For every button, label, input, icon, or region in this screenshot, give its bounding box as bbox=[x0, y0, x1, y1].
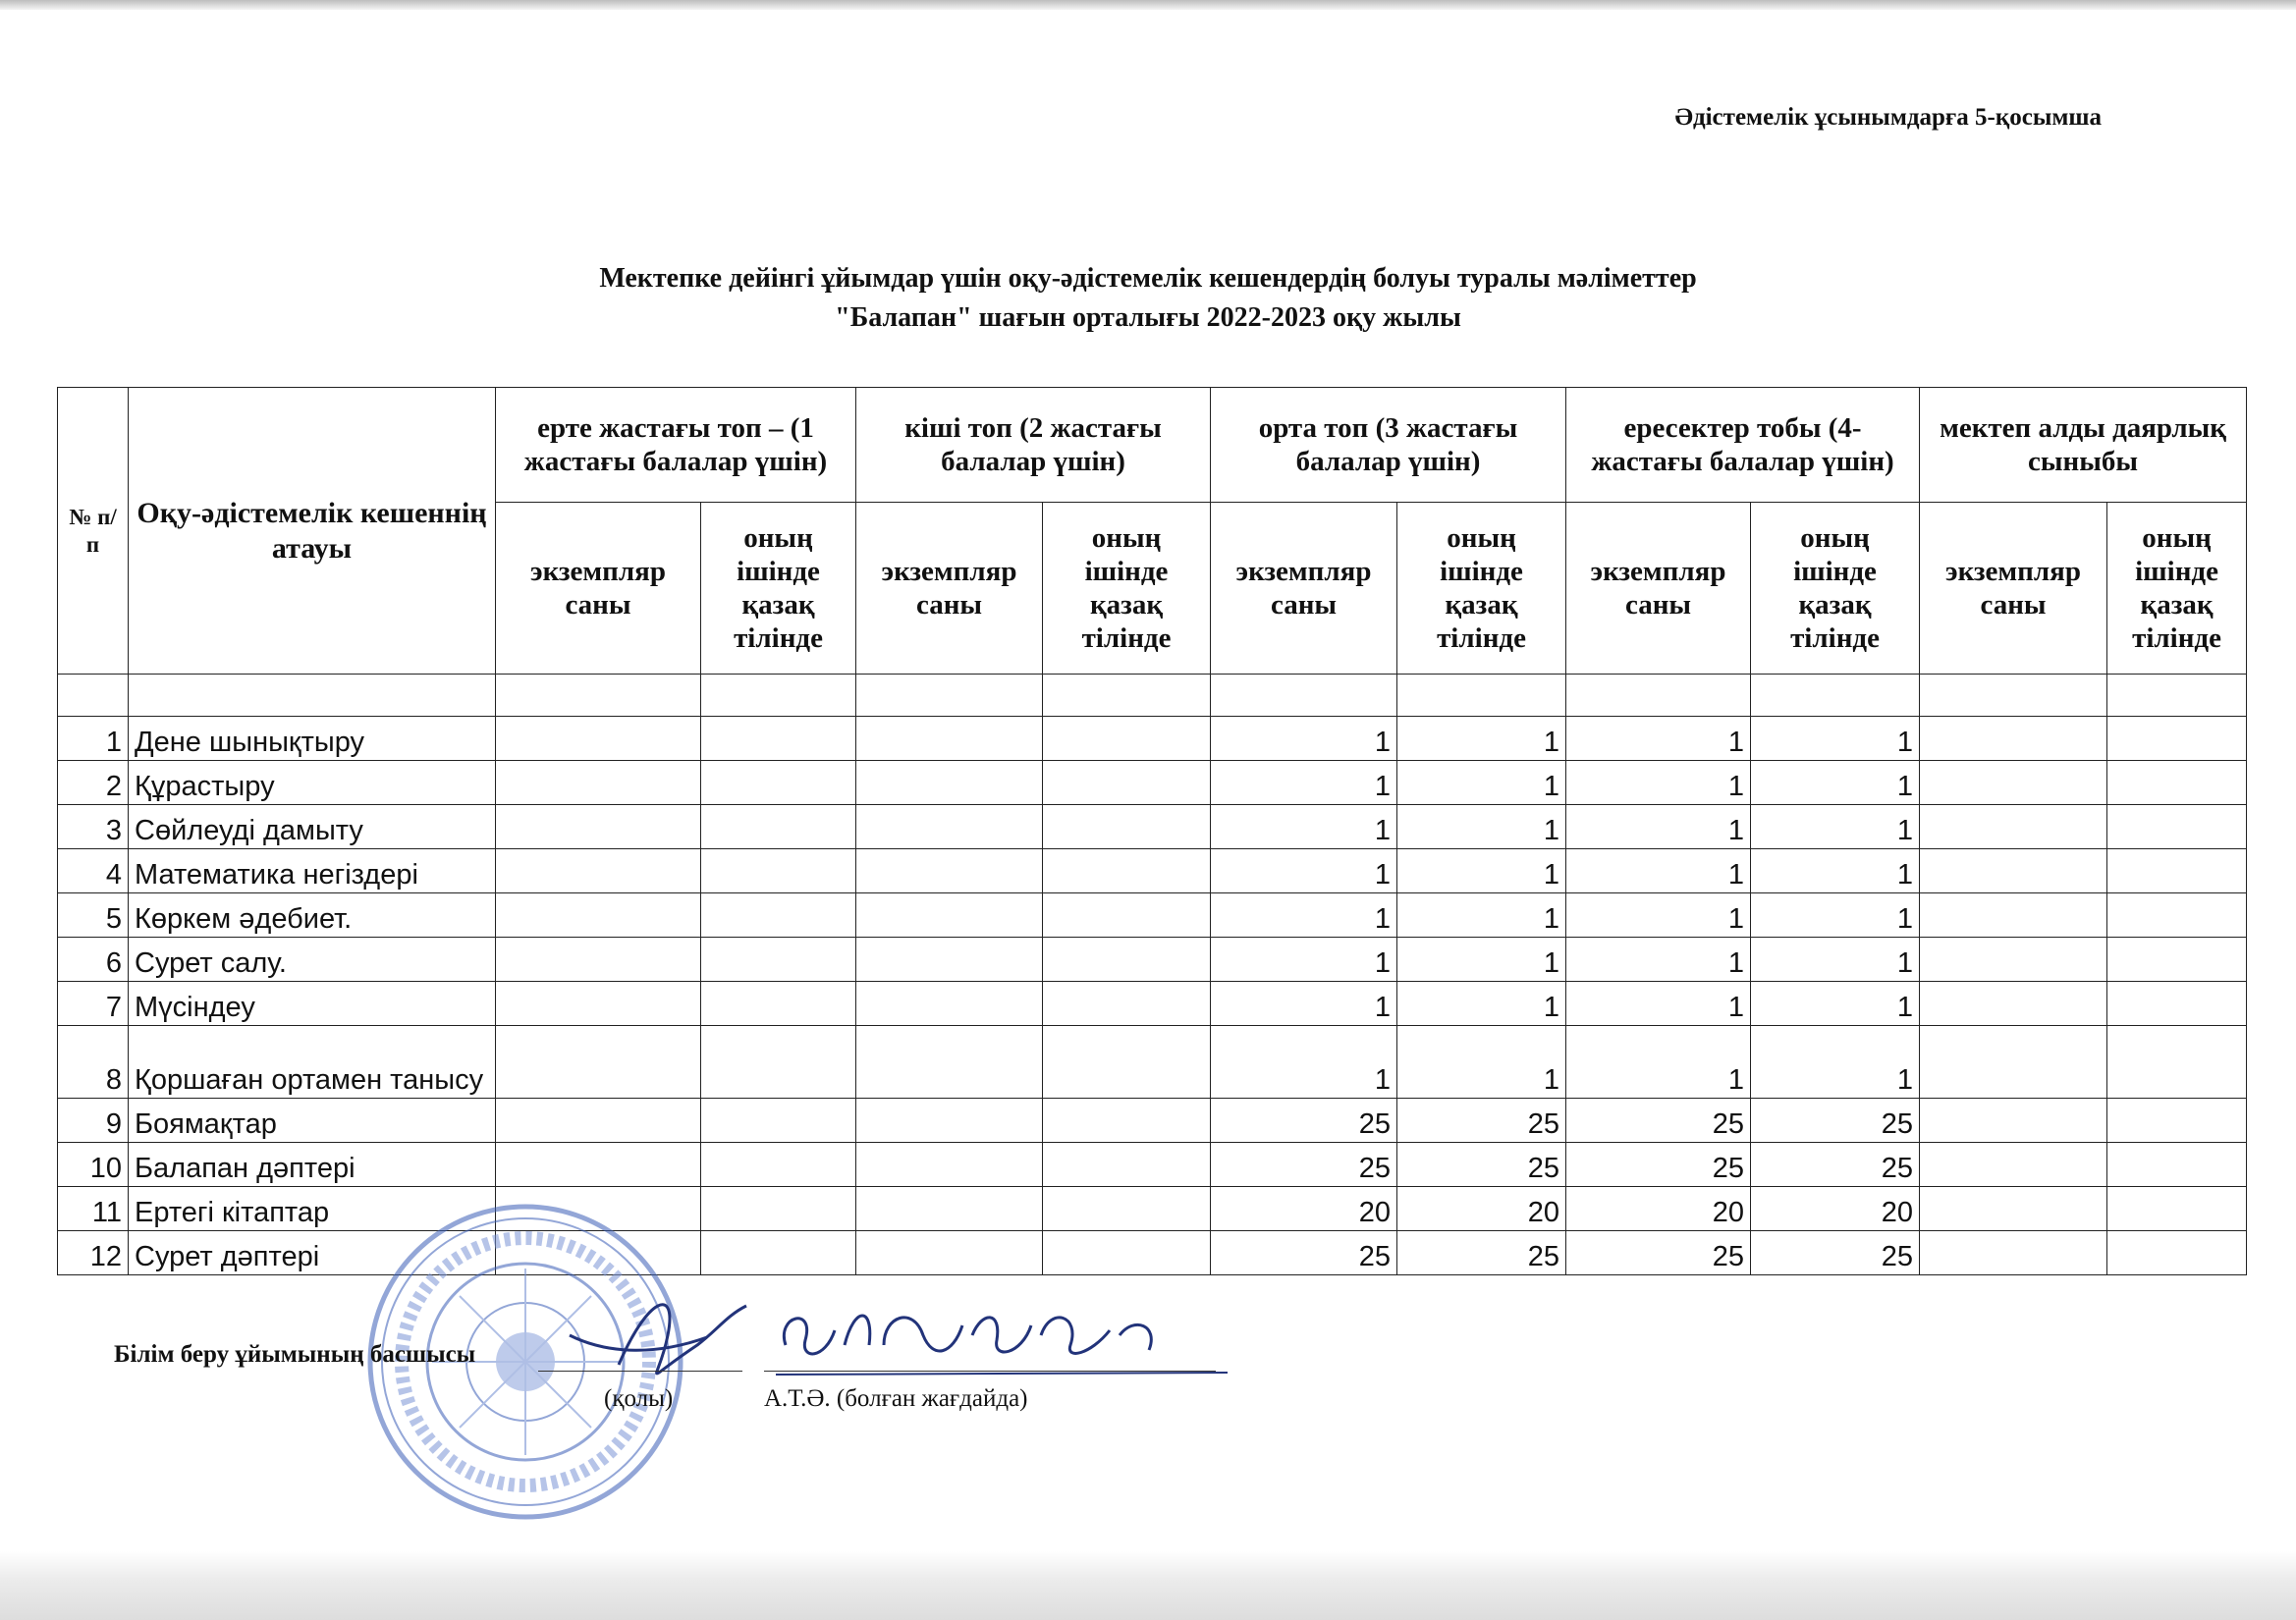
col-header-number: № п/п bbox=[58, 388, 129, 675]
kazakh-count-cell bbox=[1043, 1099, 1211, 1143]
kazakh-count-cell: 1 bbox=[1751, 805, 1920, 849]
group-header-preschool: мектеп алды даярлық сыныбы bbox=[1920, 388, 2247, 503]
table-row bbox=[58, 938, 2247, 982]
table-row bbox=[58, 805, 2247, 849]
kazakh-count-cell bbox=[2107, 1143, 2247, 1187]
complex-name-cell: Көркем әдебиет. bbox=[129, 893, 496, 938]
copies-count-cell bbox=[856, 1187, 1043, 1231]
copies-count-cell bbox=[856, 982, 1043, 1026]
copies-count-cell bbox=[496, 893, 701, 938]
copies-count-cell: 1 bbox=[1566, 893, 1751, 938]
copies-count-cell bbox=[856, 805, 1043, 849]
kazakh-count-cell: 20 bbox=[1751, 1187, 1920, 1231]
sub-header-kazakh: оның ішінде қазақ тілінде bbox=[1751, 503, 1920, 675]
scan-edge-top bbox=[0, 0, 2296, 10]
copies-count-cell: 1 bbox=[1566, 805, 1751, 849]
title-line-2: "Балапан" шағын орталығы 2022-2023 оқу жылы bbox=[835, 302, 1461, 333]
kazakh-count-cell bbox=[1043, 761, 1211, 805]
copies-count-cell bbox=[1920, 982, 2107, 1026]
kazakh-count-cell: 1 bbox=[1397, 717, 1566, 761]
row-number-cell: 9 bbox=[58, 1099, 129, 1143]
copies-count-cell: 25 bbox=[1566, 1099, 1751, 1143]
kazakh-count-cell bbox=[2107, 761, 2247, 805]
copies-count-cell: 25 bbox=[1566, 1143, 1751, 1187]
kazakh-count-cell bbox=[1043, 982, 1211, 1026]
row-number-cell: 3 bbox=[58, 805, 129, 849]
copies-count-cell bbox=[1920, 938, 2107, 982]
copies-count-cell bbox=[856, 893, 1043, 938]
sub-header-kazakh: оның ішінде қазақ тілінде bbox=[2107, 503, 2247, 675]
copies-count-cell bbox=[496, 849, 701, 893]
row-number-cell: 7 bbox=[58, 982, 129, 1026]
complex-name-cell: Дене шынықтыру bbox=[129, 717, 496, 761]
copies-count-cell bbox=[496, 1099, 701, 1143]
copies-count-cell bbox=[1920, 1231, 2107, 1275]
kazakh-count-cell bbox=[701, 761, 856, 805]
kazakh-count-cell bbox=[1043, 1143, 1211, 1187]
kazakh-count-cell bbox=[1043, 1187, 1211, 1231]
copies-count-cell bbox=[1920, 849, 2107, 893]
kazakh-count-cell bbox=[2107, 1187, 2247, 1231]
col-header-name: Оқу-әдістемелік кешеннің атауы bbox=[129, 388, 496, 675]
kazakh-count-cell: 1 bbox=[1397, 938, 1566, 982]
kazakh-count-cell bbox=[701, 1187, 856, 1231]
sub-header-copies: экземпляр саны bbox=[496, 503, 701, 675]
copies-count-cell bbox=[496, 938, 701, 982]
kazakh-count-cell bbox=[2107, 1231, 2247, 1275]
kazakh-count-cell bbox=[2107, 805, 2247, 849]
sub-header-kazakh: оның ішінде қазақ тілінде bbox=[701, 503, 856, 675]
copies-count-cell: 1 bbox=[1211, 849, 1397, 893]
copies-count-cell bbox=[856, 1026, 1043, 1099]
kazakh-count-cell bbox=[701, 1231, 856, 1275]
kazakh-count-cell bbox=[1043, 893, 1211, 938]
copies-count-cell: 1 bbox=[1211, 761, 1397, 805]
copies-count-cell: 1 bbox=[1211, 717, 1397, 761]
group-header-middle: орта топ (3 жастағы балалар үшін) bbox=[1211, 388, 1566, 503]
copies-count-cell: 1 bbox=[1211, 982, 1397, 1026]
signature-caption: (қолы) bbox=[604, 1385, 674, 1412]
kazakh-count-cell: 1 bbox=[1751, 849, 1920, 893]
head-of-organization-label: Білім беру ұйымының басшысы bbox=[114, 1341, 476, 1368]
table-row bbox=[58, 849, 2247, 893]
methodical-complex-table bbox=[57, 387, 2247, 1275]
row-number-cell: 11 bbox=[58, 1187, 129, 1231]
copies-count-cell bbox=[496, 805, 701, 849]
row-number-cell: 2 bbox=[58, 761, 129, 805]
copies-count-cell bbox=[1920, 805, 2107, 849]
name-line bbox=[764, 1371, 1216, 1372]
sub-header-kazakh: оның ішінде қазақ тілінде bbox=[1397, 503, 1566, 675]
kazakh-count-cell bbox=[2107, 1099, 2247, 1143]
kazakh-count-cell bbox=[701, 717, 856, 761]
table-row bbox=[58, 1099, 2247, 1143]
copies-count-cell: 1 bbox=[1566, 938, 1751, 982]
document-title bbox=[0, 259, 2296, 338]
row-number-cell: 10 bbox=[58, 1143, 129, 1187]
copies-count-cell bbox=[856, 761, 1043, 805]
table-row bbox=[58, 717, 2247, 761]
kazakh-count-cell: 1 bbox=[1751, 982, 1920, 1026]
copies-count-cell bbox=[856, 1231, 1043, 1275]
kazakh-count-cell: 1 bbox=[1751, 717, 1920, 761]
kazakh-count-cell bbox=[2107, 1026, 2247, 1099]
kazakh-count-cell bbox=[701, 893, 856, 938]
copies-count-cell: 1 bbox=[1566, 761, 1751, 805]
row-number-cell: 4 bbox=[58, 849, 129, 893]
sub-header-copies: экземпляр саны bbox=[1566, 503, 1751, 675]
complex-name-cell: Математика негіздері bbox=[129, 849, 496, 893]
kazakh-count-cell bbox=[701, 849, 856, 893]
kazakh-count-cell: 1 bbox=[1751, 938, 1920, 982]
kazakh-count-cell: 1 bbox=[1397, 893, 1566, 938]
row-number-cell: 5 bbox=[58, 893, 129, 938]
appendix-note: Әдістемелік ұсынымдарға 5-қосымша bbox=[1674, 104, 2102, 131]
kazakh-count-cell: 1 bbox=[1397, 1026, 1566, 1099]
kazakh-count-cell: 1 bbox=[1751, 761, 1920, 805]
sub-header-copies: экземпляр саны bbox=[856, 503, 1043, 675]
copies-count-cell bbox=[1920, 1026, 2107, 1099]
table-row bbox=[58, 1026, 2247, 1099]
title-line-1: Мектепке дейінгі ұйымдар үшін оқу-әдістемелік кешендердің болуы туралы мәліметтер bbox=[599, 263, 1697, 294]
copies-count-cell: 1 bbox=[1211, 893, 1397, 938]
complex-name-cell: Құрастыру bbox=[129, 761, 496, 805]
copies-count-cell: 25 bbox=[1211, 1143, 1397, 1187]
kazakh-count-cell: 1 bbox=[1397, 849, 1566, 893]
kazakh-count-cell: 25 bbox=[1397, 1099, 1566, 1143]
table-row-blank bbox=[58, 675, 2247, 717]
copies-count-cell: 1 bbox=[1566, 1026, 1751, 1099]
header-row-groups bbox=[58, 388, 2247, 503]
copies-count-cell bbox=[496, 982, 701, 1026]
signature-line bbox=[538, 1371, 742, 1372]
row-number-cell: 12 bbox=[58, 1231, 129, 1275]
kazakh-count-cell bbox=[1043, 805, 1211, 849]
table-row bbox=[58, 982, 2247, 1026]
complex-name-cell: Мүсіндеу bbox=[129, 982, 496, 1026]
kazakh-count-cell bbox=[701, 805, 856, 849]
kazakh-count-cell bbox=[2107, 982, 2247, 1026]
kazakh-count-cell bbox=[2107, 938, 2247, 982]
complex-name-cell: Балапан дәптері bbox=[129, 1143, 496, 1187]
kazakh-count-cell: 25 bbox=[1751, 1099, 1920, 1143]
complex-name-cell: Боямақтар bbox=[129, 1099, 496, 1143]
kazakh-count-cell: 25 bbox=[1751, 1231, 1920, 1275]
complex-name-cell: Ертегі кітаптар bbox=[129, 1187, 496, 1231]
kazakh-count-cell bbox=[2107, 849, 2247, 893]
sub-header-kazakh: оның ішінде қазақ тілінде bbox=[1043, 503, 1211, 675]
copies-count-cell: 1 bbox=[1211, 805, 1397, 849]
kazakh-count-cell: 1 bbox=[1397, 805, 1566, 849]
complex-name-cell: Қоршаған ортамен танысу bbox=[129, 1026, 496, 1099]
kazakh-count-cell: 1 bbox=[1397, 982, 1566, 1026]
copies-count-cell bbox=[856, 938, 1043, 982]
kazakh-count-cell: 1 bbox=[1751, 1026, 1920, 1099]
kazakh-count-cell bbox=[1043, 938, 1211, 982]
group-header-senior: ересектер тобы (4-жастағы балалар үшін) bbox=[1566, 388, 1920, 503]
copies-count-cell bbox=[856, 849, 1043, 893]
kazakh-count-cell bbox=[2107, 893, 2247, 938]
copies-count-cell: 1 bbox=[1211, 1026, 1397, 1099]
group-header-early: ерте жастағы топ – (1 жастағы балалар үшін) bbox=[496, 388, 856, 503]
table-row bbox=[58, 1143, 2247, 1187]
kazakh-count-cell: 25 bbox=[1751, 1143, 1920, 1187]
kazakh-count-cell bbox=[1043, 1026, 1211, 1099]
copies-count-cell bbox=[1920, 1099, 2107, 1143]
complex-name-cell: Сурет дәптері bbox=[129, 1231, 496, 1275]
table-row bbox=[58, 893, 2247, 938]
kazakh-count-cell bbox=[701, 1099, 856, 1143]
group-header-junior: кіші топ (2 жастағы балалар үшін) bbox=[856, 388, 1211, 503]
sub-header-copies: экземпляр саны bbox=[1920, 503, 2107, 675]
table-row bbox=[58, 761, 2247, 805]
sub-header-copies: экземпляр саны bbox=[1211, 503, 1397, 675]
kazakh-count-cell bbox=[1043, 717, 1211, 761]
copies-count-cell: 1 bbox=[1566, 982, 1751, 1026]
copies-count-cell bbox=[856, 1099, 1043, 1143]
scan-edge-bottom bbox=[0, 1551, 2296, 1620]
kazakh-count-cell: 1 bbox=[1751, 893, 1920, 938]
kazakh-count-cell: 25 bbox=[1397, 1143, 1566, 1187]
handwritten-signature bbox=[550, 1276, 1237, 1394]
kazakh-count-cell bbox=[2107, 717, 2247, 761]
copies-count-cell: 25 bbox=[1211, 1231, 1397, 1275]
row-number-cell: 6 bbox=[58, 938, 129, 982]
table-body bbox=[58, 675, 2247, 1275]
copies-count-cell: 25 bbox=[1211, 1099, 1397, 1143]
kazakh-count-cell: 20 bbox=[1397, 1187, 1566, 1231]
row-number-cell: 8 bbox=[58, 1026, 129, 1099]
copies-count-cell bbox=[496, 761, 701, 805]
copies-count-cell bbox=[496, 1143, 701, 1187]
name-caption: А.Т.Ә. (болған жағдайда) bbox=[764, 1385, 1028, 1412]
kazakh-count-cell bbox=[701, 1026, 856, 1099]
copies-count-cell: 1 bbox=[1566, 849, 1751, 893]
copies-count-cell: 20 bbox=[1211, 1187, 1397, 1231]
row-number-cell: 1 bbox=[58, 717, 129, 761]
copies-count-cell bbox=[1920, 1187, 2107, 1231]
kazakh-count-cell: 25 bbox=[1397, 1231, 1566, 1275]
kazakh-count-cell bbox=[1043, 1231, 1211, 1275]
copies-count-cell bbox=[1920, 893, 2107, 938]
copies-count-cell bbox=[1920, 717, 2107, 761]
kazakh-count-cell bbox=[1043, 849, 1211, 893]
complex-name-cell: Сурет салу. bbox=[129, 938, 496, 982]
copies-count-cell bbox=[1920, 1143, 2107, 1187]
kazakh-count-cell bbox=[701, 982, 856, 1026]
copies-count-cell: 1 bbox=[1211, 938, 1397, 982]
copies-count-cell bbox=[496, 717, 701, 761]
copies-count-cell bbox=[856, 1143, 1043, 1187]
kazakh-count-cell bbox=[701, 938, 856, 982]
copies-count-cell bbox=[856, 717, 1043, 761]
copies-count-cell: 1 bbox=[1566, 717, 1751, 761]
copies-count-cell: 25 bbox=[1566, 1231, 1751, 1275]
copies-count-cell: 20 bbox=[1566, 1187, 1751, 1231]
complex-name-cell: Сөйлеуді дамыту bbox=[129, 805, 496, 849]
copies-count-cell bbox=[1920, 761, 2107, 805]
copies-count-cell bbox=[496, 1026, 701, 1099]
kazakh-count-cell: 1 bbox=[1397, 761, 1566, 805]
kazakh-count-cell bbox=[701, 1143, 856, 1187]
